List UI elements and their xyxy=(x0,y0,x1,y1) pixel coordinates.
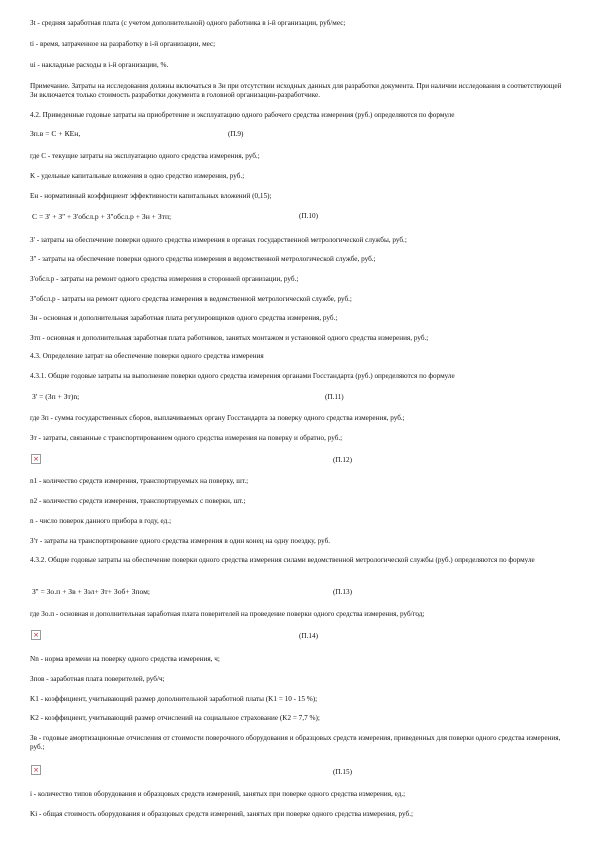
text-line: З'т - затраты на транспортирование одного средства измерения в один конец на одну поездку, руб. xyxy=(30,537,331,545)
text-line: З''обсл.р - затраты на ремонт одного средства измерения в ведомственной метрологической службе, руб.; xyxy=(30,295,352,303)
text-line: Зт - затраты, связанные с транспортированием одного средства измерения на поверку и обратно, руб.; xyxy=(30,434,343,442)
text-line: Зн - основная и дополнительная заработная плата регулировщиков одного средства измерения, руб.; xyxy=(30,314,338,322)
text-line: З' - затраты на обеспечение поверки одного средства измерения в органах государственной метрологической службы, руб.; xyxy=(30,236,407,244)
section-4-3-1-heading: 4.3.1. Общие годовые затраты на выполнение поверки одного средства измерения органами Госстандарта (руб.) определяются по формуле xyxy=(30,372,455,380)
text-line: ui - накладные расходы в i-й организации, %. xyxy=(30,61,169,69)
section-4-3-heading: 4.3. Определение затрат на обеспечение поверки одного средства измерения xyxy=(30,352,264,360)
text-line: Зt - средняя заработная плата (с учетом дополнительной) одного работника в i-й организации, руб/мес; xyxy=(30,19,346,27)
text-line: K1 - коэффициент, учитывающий размер дополнительной заработной платы (K1 = 10 - 15 %); xyxy=(30,695,318,703)
text-line: Nn - норма времени на поверку одного средства измерения, ч; xyxy=(30,655,220,663)
text-line: Ki - общая стоимость оборудования и образцовых средств измерений, занятых при поверке одного средства измерения, руб.; xyxy=(30,810,413,818)
text-line: K - удельные капитальные вложения в одно средство измерения, руб.; xyxy=(30,172,245,180)
equation-number: (П.11) xyxy=(325,393,344,401)
text-line: где Зо.п - основная и дополнительная заработная плата поверителей на проведение поверки одного средства измерения, руб/год; xyxy=(30,610,425,618)
equation-number: (П.10) xyxy=(299,212,318,220)
section-4-3-2-heading: 4.3.2. Общие годовые затраты на обеспечение поверки одного средства измерения силами ведомственной метрологической службы (руб.) определяются по формуле xyxy=(30,556,535,564)
text-line: З'' - затраты на обеспечение поверки одного средства измерения в ведомственной метрологической службе, руб.; xyxy=(30,255,376,263)
formula-p11: З' = (Зп + Зт)n; xyxy=(32,392,80,401)
text-line: Зпов - заработная плата поверителей, руб/ч; xyxy=(30,675,165,683)
equation-number: (П.13) xyxy=(333,588,352,596)
text-line: З'обсл.р - затраты на ремонт одного средства измерения в сторонней организации, руб.; xyxy=(30,275,299,283)
text-line: i - количество типов оборудования и образцовых средств измерений, занятых при поверке одного средства измерения, ед.; xyxy=(30,790,406,798)
equation-number: (П.15) xyxy=(333,768,352,776)
text-line: где Зп - сумма государственных сборов, выплачиваемых органу Госстандарта за поверку одного средства измерения, руб.; xyxy=(30,414,405,422)
broken-image-icon: × xyxy=(31,454,41,464)
text-line: где С - текущие затраты на эксплуатацию одного средства измерения, руб.; xyxy=(30,152,260,160)
text-line: n - число поверок данного прибора в году, ед.; xyxy=(30,517,172,525)
equation-number: (П.12) xyxy=(333,456,352,464)
text-line: K2 - коэффициент, учитывающий размер отчислений на социальное страхование (K2 = 7,7 %); xyxy=(30,714,320,722)
text-line: Ен - нормативный коэффициент эффективности капитальных вложений (0,15); xyxy=(30,192,272,200)
equation-number: (П.14) xyxy=(299,632,318,640)
text-line: n2 - количество средств измерения, транспортируемых с поверки, шт.; xyxy=(30,497,246,505)
formula-p9: Зп.в = С + КЕн, xyxy=(30,129,81,138)
section-4-2-heading: 4.2. Приведенные годовые затраты на приобретение и эксплуатацию одного рабочего средства измерения (руб.) определяются по формуле xyxy=(30,111,455,119)
broken-image-icon: × xyxy=(31,765,41,775)
text-line: Зв - годовые амортизационные отчисления от стоимости поверочного оборудования и образцовых средств измерения, приведенных для поверки одного средства измерения, руб.; xyxy=(30,734,561,751)
formula-p13: З'' = Зо.п + Зв + Зэл+ Зт+ Зоб+ Зпом; xyxy=(32,587,151,596)
broken-image-icon: × xyxy=(31,630,41,640)
note-paragraph: Примечание. Затраты на исследования должны включаться в Зи при отсутствии исходных данных для разработки документа. При наличии исследования в соответствующей Зи включается только стоимость разработки документа в головной организации-разработчике. xyxy=(30,82,562,99)
text-line: Зтп - основная и дополнительная заработная плата работников, занятых монтажом и установкой одного средства измерения, руб.; xyxy=(30,334,429,342)
equation-number: (П.9) xyxy=(228,130,244,138)
text-line: ti - время, затраченное на разработку в i-й организации, мес; xyxy=(30,40,216,48)
text-line: n1 - количество средств измерения, транспортируемых на поверку, шт.; xyxy=(30,477,249,485)
formula-p10: С = З' + З'' + З'обсл.р + З''обсл.р + Зн + Зтп; xyxy=(32,212,172,221)
